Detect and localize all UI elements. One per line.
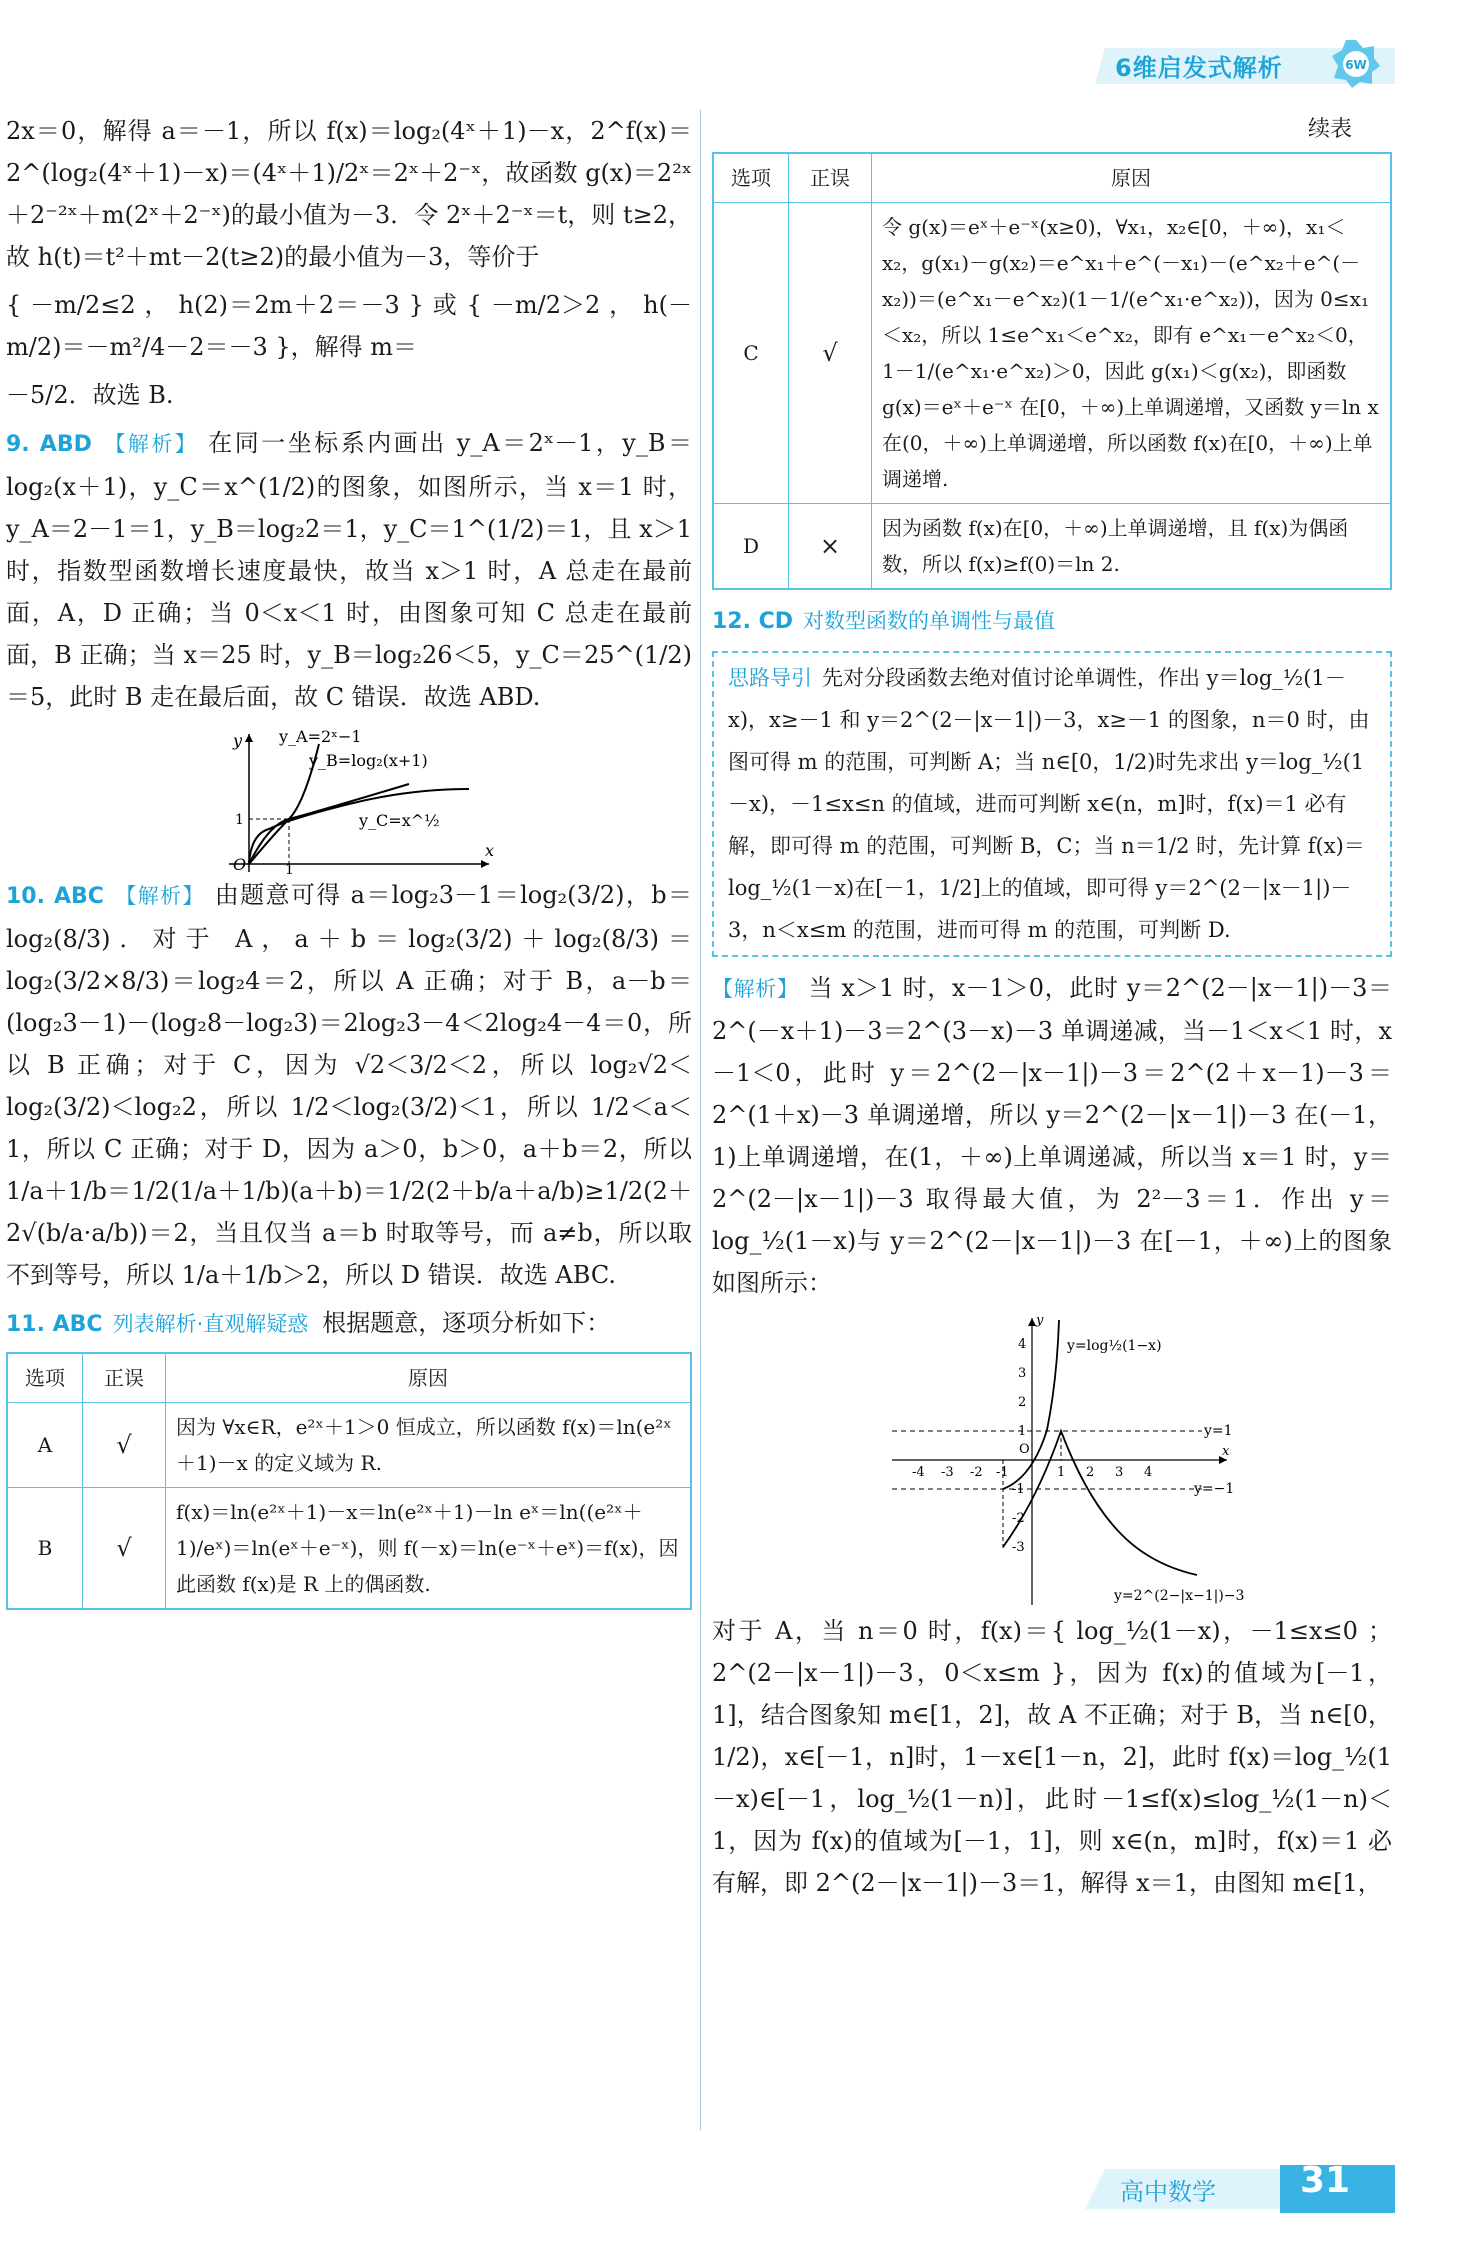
row-option: D bbox=[713, 504, 789, 590]
q10-number: 10. ABC bbox=[6, 884, 104, 909]
fig12-ytick: -1 bbox=[1012, 1482, 1025, 1497]
q11-text: 根据题意，逐项分析如下： bbox=[322, 1309, 611, 1337]
row-option: A bbox=[7, 1403, 83, 1488]
fig12-axis-x: x bbox=[1222, 1444, 1230, 1459]
solution-10 bbox=[6, 874, 692, 1296]
row-mark: √ bbox=[789, 203, 872, 504]
table-row bbox=[7, 1488, 691, 1610]
fig12-origin: O bbox=[1019, 1442, 1030, 1457]
fig12-xtick: -4 bbox=[912, 1465, 925, 1480]
analysis-tag: 【解析】 bbox=[712, 977, 799, 1001]
row-reason: 因为函数 f(x)在[0，＋∞)上单调递增，且 f(x)为偶函数，所以 f(x)≥f(0)＝ln 2. bbox=[872, 504, 1392, 590]
figure-9-graph bbox=[189, 724, 509, 874]
guide-text: 先对分段函数去绝对值讨论单调性，作出 y＝log_½(1－x)，x≥－1 和 y＝2^(2－|x－1|)－3，x≥－1 的图象，n＝0 时，由图可得 m 的范围，可判断 A；当 n∈[0，1/2)时先求出 y＝log_½(1－x)，－1≤x≤n 的值域，进而可判断 x∈(n，m]时，f(x)＝1 必有解，即可得 m 的范围，可判断 B，C；当 n＝1/2 时，先计算 f(x)＝log_½(1－x)在[－1，1/2]上的值域，即可得 y＝2^(2－|x－1|)－3，n＜x≤m 的范围，进而可得 m 的范围，可判断 D. bbox=[728, 666, 1370, 942]
fig9-ytick-1: 1 bbox=[235, 812, 244, 828]
fig12-xtick: 3 bbox=[1115, 1465, 1124, 1480]
row-reason: 令 g(x)＝eˣ＋e⁻ˣ(x≥0)，∀x₁，x₂∈[0，＋∞)，x₁＜x₂，g(x₁)－g(x₂)＝e^x₁＋e^(－x₁)－(e^x₂＋e^(－x₂))＝(e^x₁－e^x₂)(1－1/(e^x₁·e^x₂))，因为 0≤x₁＜x₂，所以 1≤e^x₁＜e^x₂，即有 e^x₁－e^x₂＜0，1－1/(e^x₁·e^x₂)＞0，因此 g(x₁)＜g(x₂)，即函数 g(x)＝eˣ＋e⁻ˣ 在[0，＋∞)上单调递增，又函数 y＝ln x 在(0，＋∞)上单调递增，所以函数 f(x)在[0，＋∞)上单调递增. bbox=[872, 203, 1392, 504]
table-row bbox=[7, 1403, 691, 1488]
table-row bbox=[713, 504, 1391, 590]
fig9-axis-y: y bbox=[233, 731, 243, 750]
fig12-xtick: -2 bbox=[970, 1465, 983, 1480]
fig12-ytick: 1 bbox=[1018, 1424, 1027, 1439]
header-badge-icon bbox=[1330, 38, 1382, 90]
svg-text:6W: 6W bbox=[1345, 58, 1367, 72]
q11-number: 11. ABC bbox=[6, 1312, 103, 1337]
solution-9 bbox=[6, 422, 692, 718]
table-11-part2 bbox=[712, 152, 1392, 590]
table-continued-label: 续表 bbox=[1307, 117, 1352, 142]
q9-text: 在同一坐标系内画出 y_A＝2ˣ－1，y_B＝log₂(x＋1)，y_C＝x^(1/2)的图象，如图所示，当 x＝1 时，y_A＝2－1＝1，y_B＝log₂2＝1，y_C＝1^(1/2)＝1，且 x＞1 时，指数型函数增长速度最快，故当 x＞1 时，A 总走在最前面，A，D 正确；当 0＜x＜1 时，由图象可知 C 总走在最前面，B 正确；当 x＝25 时，y_B＝log₂26＜5，y_C＝25^(1/2)＝5，此时 B 走在最后面，故 C 错误．故选 ABD. bbox=[6, 429, 692, 711]
right-column bbox=[712, 110, 1392, 1910]
fig12-label-log: y=log½(1−x) bbox=[1067, 1338, 1162, 1354]
q9-tag: 【解析】 bbox=[101, 432, 199, 456]
th-option: 选项 bbox=[713, 153, 789, 203]
row-option: C bbox=[713, 203, 789, 504]
fig12-xtick: 2 bbox=[1086, 1465, 1095, 1480]
q10-tag: 【解析】 bbox=[113, 884, 205, 908]
fig9-label-c: y_C=x^½ bbox=[359, 811, 440, 830]
fig12-xtick: 1 bbox=[1057, 1465, 1066, 1480]
row-option: B bbox=[7, 1488, 83, 1610]
th-reason: 原因 bbox=[872, 153, 1392, 203]
figure-12-graph bbox=[852, 1310, 1252, 1610]
solution-8-system: { －m/2≤2 ， h(2)＝2m＋2＝－3 } 或 { －m/2＞2 ， h(－m/2)＝－m²/4－2＝－3 }，解得 m＝ bbox=[6, 291, 692, 361]
solution-12-analysis bbox=[712, 967, 1392, 1304]
fig9-xtick-1: 1 bbox=[285, 862, 294, 874]
q12-tag: 对数型函数的单调性与最值 bbox=[803, 609, 1056, 633]
thinking-guide-box bbox=[712, 651, 1392, 957]
fig9-label-a: y_A=2ˣ−1 bbox=[279, 727, 362, 746]
row-mark: √ bbox=[83, 1403, 166, 1488]
fig12-ytick: 3 bbox=[1018, 1366, 1027, 1381]
guide-tag: 思路导引 bbox=[728, 666, 812, 690]
fig12-xtick: 4 bbox=[1144, 1465, 1153, 1480]
row-mark: × bbox=[789, 504, 872, 590]
fig12-xtick: -1 bbox=[996, 1465, 1009, 1480]
fig9-axis-x: x bbox=[485, 841, 495, 860]
solution-8-text: 2x＝0，解得 a＝－1，所以 f(x)＝log₂(4ˣ＋1)－x，2^f(x)＝2^(log₂(4ˣ＋1)－x)＝(4ˣ＋1)/2ˣ＝2ˣ＋2⁻ˣ，故函数 g(x)＝2²ˣ＋2⁻²ˣ＋m(2ˣ＋2⁻ˣ)的最小值为－3．令 2ˣ＋2⁻ˣ＝t，则 t≥2，故 h(t)＝t²＋mt－2(t≥2)的最小值为－3，等价于 bbox=[6, 117, 692, 271]
row-reason: f(x)＝ln(e²ˣ＋1)－x＝ln(e²ˣ＋1)－ln eˣ＝ln((e²ˣ＋1)/eˣ)＝ln(eˣ＋e⁻ˣ)，则 f(－x)＝ln(e⁻ˣ＋eˣ)＝f(x)，因此函数 f(x)是 R 上的偶函数. bbox=[166, 1488, 692, 1610]
th-option: 选项 bbox=[7, 1353, 83, 1403]
solution-8-answer: －5/2．故选 B. bbox=[6, 381, 174, 409]
fig12-ytick: -2 bbox=[1012, 1511, 1025, 1526]
fig12-axis-y: y bbox=[1036, 1313, 1044, 1328]
fig9-origin: O bbox=[233, 855, 247, 874]
fig12-label-ym1: y=−1 bbox=[1194, 1481, 1235, 1497]
left-column bbox=[6, 110, 692, 1620]
solution-12-continued: 对于 A，当 n＝0 时，f(x)＝{ log_½(1－x)，－1≤x≤0 ； 2^(2－|x－1|)－3，0＜x≤m }，因为 f(x)的值域为[－1，1]，结合图象知 m∈[1，2]，故 A 不正确；对于 B，当 n∈[0，1/2)，x∈[－1，n]时，1－x∈[1－n，2]，此时 f(x)＝log_½(1－x)∈[－1，log_½(1－n)]，此时－1≤f(x)≤log_½(1－n)＜1，因为 f(x)的值域为[－1，1]，则 x∈(n，m]时，f(x)＝1 必有解，即 2^(2－|x－1|)－3＝1，解得 x＝1，由图知 m∈[1， bbox=[712, 1617, 1392, 1897]
fig12-label-y1: y=1 bbox=[1204, 1423, 1233, 1439]
fig12-ytick: -3 bbox=[1012, 1540, 1025, 1555]
page-number: 31 bbox=[1300, 2160, 1351, 2201]
analysis-text: 当 x＞1 时，x－1＞0，此时 y＝2^(2－|x－1|)－3＝2^(－x＋1)－3＝2^(3－x)－3 单调递减，当－1＜x＜1 时，x－1＜0，此时 y＝2^(2－|x－1|)－3＝2^(2＋x－1)－3＝2^(1＋x)－3 单调递增，所以 y＝2^(2－|x－1|)－3 在(－1，1)上单调递增，在(1，＋∞)上单调递减，所以当 x＝1 时，y＝2^(2－|x－1|)－3 取得最大值，为 2²－3＝1．作出 y＝log_½(1－x)与 y＝2^(2－|x－1|)－3 在[－1，＋∞)上的图象如图所示： bbox=[712, 974, 1393, 1297]
th-correct: 正误 bbox=[83, 1353, 166, 1403]
footer-subject: 高中数学 bbox=[1120, 2178, 1216, 2206]
table-11-part1 bbox=[6, 1352, 692, 1610]
fig9-label-b: y_B=log₂(x+1) bbox=[309, 751, 428, 770]
fig12-ytick: 4 bbox=[1018, 1337, 1027, 1352]
row-mark: √ bbox=[83, 1488, 166, 1610]
table-header-row bbox=[7, 1353, 691, 1403]
solution-11 bbox=[6, 1302, 692, 1346]
q12-number: 12. CD bbox=[712, 609, 794, 634]
table-header-row bbox=[713, 153, 1391, 203]
fig12-xtick: -3 bbox=[941, 1465, 954, 1480]
q10-text: 由题意可得 a＝log₂3－1＝log₂(3/2)，b＝log₂(8/3)．对于 A，a＋b＝log₂(3/2)＋log₂(8/3)＝log₂(3/2×8/3)＝log₂4＝2，所以 A 正确；对于 B，a－b＝(log₂3－1)－(log₂8－log₂3)＝2log₂3－4＜2log₂4－4＝0，所以 B 正确；对于 C，因为 √2＜3/2＜2，所以 log₂√2＜log₂(3/2)＜log₂2，所以 1/2＜log₂(3/2)＜1，所以 1/2＜a＜1，所以 C 正确；对于 D，因为 a＞0，b＞0，a＋b＝2，所以 1/a＋1/b＝1/2(1/a＋1/b)(a＋b)＝1/2(2＋b/a＋a/b)≥1/2(2＋2√(b/a·a/b))＝2，当且仅当 a＝b 时取等号，而 a≠b，所以取不到等号，所以 1/a＋1/b＞2，所以 D 错误．故选 ABC. bbox=[6, 881, 692, 1289]
row-reason: 因为 ∀x∈R，e²ˣ＋1＞0 恒成立，所以函数 f(x)＝ln(e²ˣ＋1)－x 的定义域为 R. bbox=[166, 1403, 692, 1488]
header-title: 6维启发式解析 bbox=[1115, 54, 1283, 82]
solution-12-heading bbox=[712, 600, 1392, 643]
fig12-label-exp: y=2^(2−|x−1|)−3 bbox=[1114, 1588, 1245, 1604]
th-reason: 原因 bbox=[166, 1353, 692, 1403]
fig12-ytick: 2 bbox=[1018, 1395, 1027, 1410]
table-row bbox=[713, 203, 1391, 504]
q11-tag: 列表解析·直观解疑惑 bbox=[112, 1312, 309, 1336]
th-correct: 正误 bbox=[789, 153, 872, 203]
column-divider bbox=[700, 110, 701, 2130]
q9-number: 9. ABD bbox=[6, 432, 92, 457]
